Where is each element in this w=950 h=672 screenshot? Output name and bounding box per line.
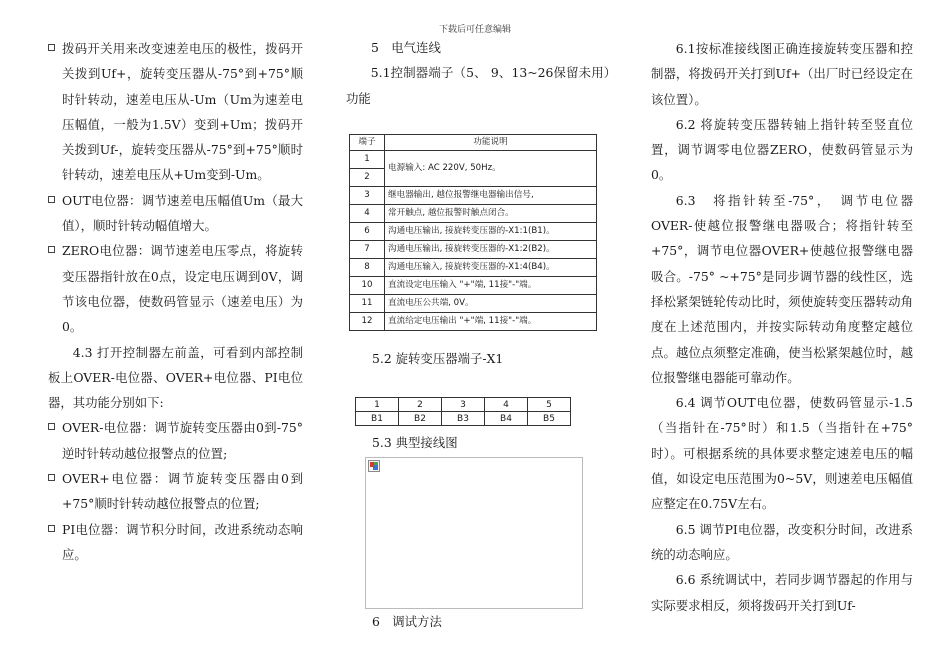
terminal-function: 沟通电压输出, 接旋转变压器的-X1:1(B1)。 xyxy=(385,223,597,241)
function-header: 功能说明 xyxy=(385,135,597,151)
header-note: 下载后可任意编辑 xyxy=(438,25,511,35)
table-row xyxy=(350,187,597,205)
middle-column xyxy=(346,35,610,111)
terminal-number: 6 xyxy=(350,223,385,241)
section-5-2-heading: 5.2 旋转变压器端子-X1 xyxy=(372,351,504,366)
table-row xyxy=(356,412,571,426)
terminal-function: 沟通电压输入, 接旋转变压器的-X1:4(B4)。 xyxy=(385,259,597,277)
wiring-diagram-image xyxy=(365,457,583,609)
x1-number: 5 xyxy=(528,398,571,412)
checkbox-bullet-icon xyxy=(48,246,55,253)
table-row xyxy=(350,241,597,259)
terminal-function: 沟通电压输出, 接旋转变压器的-X1:2(B2)。 xyxy=(385,241,597,259)
terminal-function: 电源输入: AC 220V, 50Hz。 xyxy=(385,151,597,187)
step-6-2: 6.2 将旋转变压器转轴上指针转至竖直位置，调节调零电位器ZERO，使数码管显示为0。 xyxy=(651,116,913,183)
step-6-4: 6.4 调节OUT电位器，使数码管显示-1.5（当指针在-75°时）和1.5（当指针在+75°时）。可根据系统的具体要求整定速差电压的幅值，如设定电压范围为0~5V，则速差电压幅值应整定在0.75V左右。 xyxy=(651,395,913,512)
terminal-number: 2 xyxy=(350,169,385,187)
x1-number: 3 xyxy=(442,398,485,412)
terminal-number: 3 xyxy=(350,187,385,205)
x1-label: B1 xyxy=(356,412,399,426)
right-column xyxy=(651,36,913,618)
table-row xyxy=(350,259,597,277)
terminal-function: 直流电压公共端, 0V。 xyxy=(385,295,597,313)
terminal-header: 端子 xyxy=(350,135,385,151)
over-minus-bullet: OVER-电位器：调节旋转变压器由0到-75°逆时针转动越位报警点的位置; xyxy=(48,415,303,466)
zero-pot-bullet: ZERO电位器：调节速差电压零点，将旋转变压器指针放在0点，设定电压调到0V，调节该电位器，使数码管显示（速差电压）为0。 xyxy=(48,238,303,339)
checkbox-bullet-icon xyxy=(48,44,55,51)
checkbox-bullet-icon xyxy=(48,196,55,203)
dip-switch-bullet: 拨码开关用来改变速差电压的极性，拨码开关拨到Uf+，旋转变压器从-75°到+75°顺时针转动，速差电压从-Um（Um为速差电压幅值，一般为1.5V）变到+Um；拨码开关拨到Uf-，旋转变压器从-75°到+75°顺时针转动，速差电压从+Um变到-Um。 xyxy=(48,36,303,188)
step-6-1: 6.1按标准接线图正确连接旋转变压器和控制器，将拨码开关打到Uf+（出厂时已经设定在该位置）。 xyxy=(651,41,913,107)
section-5-3-heading: 5.3 典型接线图 xyxy=(372,435,458,450)
x1-label: B3 xyxy=(442,412,485,426)
step-6-3: 6.3 将指针转至-75°， 调节电位器OVER-使越位报警继电器吸合；将指针转至+75°，调节电位器OVER+使越位报警继电器吸合。-75° ~+75°是同步调节器的线性区，选择松紧架链轮传动比时，须使旋转变压器转动角度在上述范围内，并按实际转动角度整定越位点。越位点须整定准确，使当松紧架越位时，越位报警继电器能可靠动作。 xyxy=(651,192,913,385)
x1-number: 1 xyxy=(356,398,399,412)
terminal-number: 1 xyxy=(350,151,385,169)
section-5-heading: 5 电气连线 xyxy=(371,40,441,55)
x1-number: 2 xyxy=(399,398,442,412)
checkbox-bullet-icon xyxy=(48,423,55,430)
terminal-function: 直流给定电压输出 "+"端, 11接"-"端。 xyxy=(385,313,597,331)
section-6-heading: 6 调试方法 xyxy=(372,614,442,629)
x1-label: B2 xyxy=(399,412,442,426)
step-6-6: 6.6 系统调试中，若同步调节器起的作用与实际要求相反，须将拨码开关打到Uf- xyxy=(651,572,913,613)
section-4-3-paragraph: 4.3 打开控制器左前盖，可看到内部控制板上OVER-电位器、OVER+电位器、PI电位器，其功能分别如下: xyxy=(48,344,303,411)
table-row xyxy=(350,205,597,223)
terminal-number: 10 xyxy=(350,277,385,295)
x1-label: B5 xyxy=(528,412,571,426)
checkbox-bullet-icon xyxy=(48,474,55,481)
terminal-function: 继电器输出, 越位报警继电器输出信号, xyxy=(385,187,597,205)
checkbox-bullet-icon xyxy=(48,525,55,532)
table-row xyxy=(350,151,597,169)
section-5-1-heading: 5.1控制器端子（5、 9、13~26保留未用）功能 xyxy=(346,65,610,106)
terminal-number: 12 xyxy=(350,313,385,331)
terminal-function: 常开触点, 越位报警时触点闭合。 xyxy=(385,205,597,223)
table-row xyxy=(350,223,597,241)
x1-label: B4 xyxy=(485,412,528,426)
terminal-number: 7 xyxy=(350,241,385,259)
resolver-terminal-table xyxy=(355,397,571,426)
table-row xyxy=(350,277,597,295)
pi-pot-bullet: PI电位器：调节积分时间，改进系统动态响应。 xyxy=(48,517,303,568)
over-plus-bullet: OVER+电位器：调节旋转变压器由0到+75°顺时针转动越位报警点的位置; xyxy=(48,466,303,517)
step-6-5: 6.5 调节PI电位器，改变积分时间，改进系统的动态响应。 xyxy=(651,521,913,562)
terminal-function: 直流设定电压输入 "+"端, 11接"-"端。 xyxy=(385,277,597,295)
out-pot-bullet: OUT电位器：调节速差电压幅值Um（最大值），顺时针转动幅值增大。 xyxy=(48,188,303,239)
table-row xyxy=(350,313,597,331)
left-column xyxy=(48,36,303,567)
controller-terminal-table xyxy=(349,134,597,331)
terminal-number: 11 xyxy=(350,295,385,313)
table-header-row xyxy=(350,135,597,151)
table-row xyxy=(350,295,597,313)
table-row xyxy=(356,398,571,412)
broken-image-icon xyxy=(368,460,380,472)
x1-number: 4 xyxy=(485,398,528,412)
terminal-number: 4 xyxy=(350,205,385,223)
terminal-number: 8 xyxy=(350,259,385,277)
